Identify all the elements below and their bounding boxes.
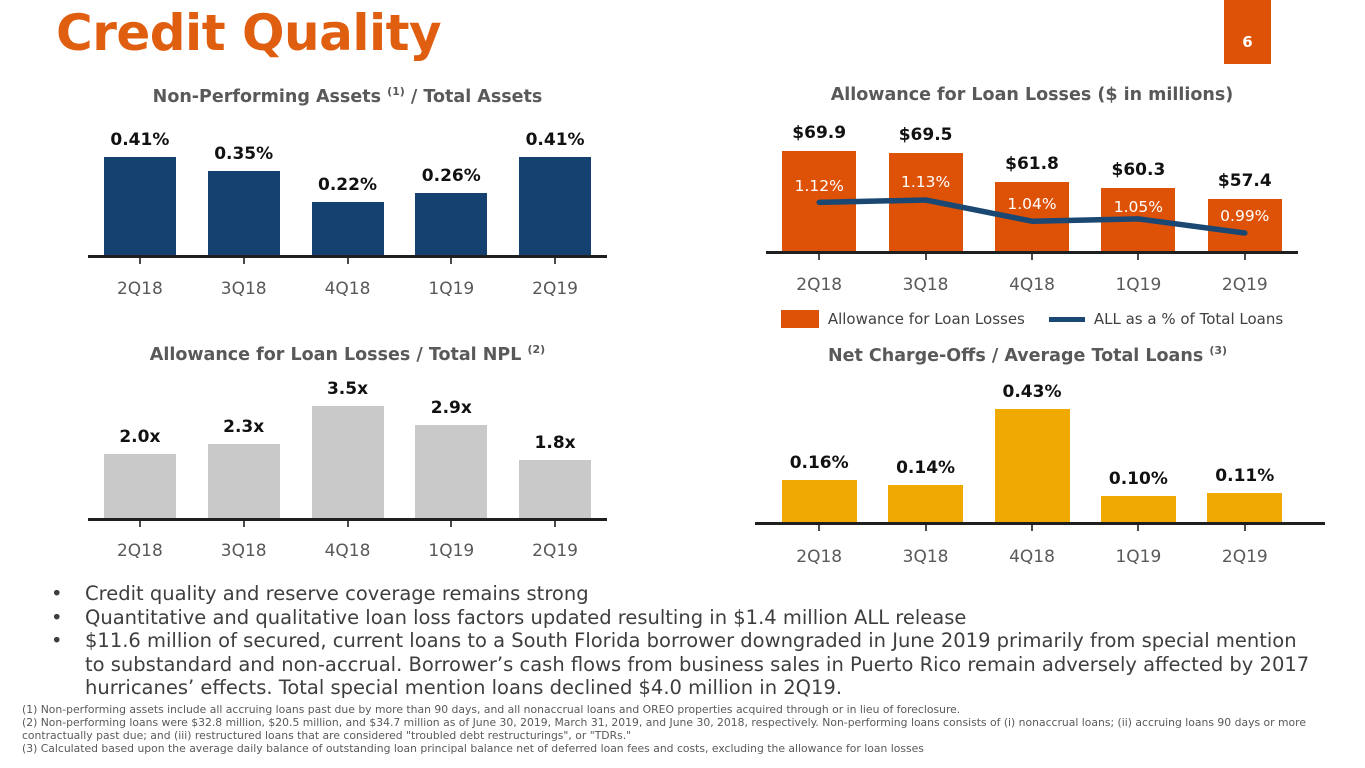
x-axis-label: 1Q19	[1115, 275, 1162, 295]
axis-tick	[347, 521, 349, 527]
x-axis-label: 4Q18	[1009, 275, 1055, 295]
legend-item-allowance	[781, 310, 1025, 328]
bar	[995, 409, 1070, 522]
bar-value-label: $57.4	[1217, 171, 1272, 191]
bar	[1101, 496, 1176, 522]
bar-value-label: 0.10%	[1108, 469, 1168, 489]
bar-value-label: $69.9	[792, 123, 847, 143]
bullet-item: • Quantitative and qualitative loan loss factors updated resulting in $1.4 million ALL release	[48, 606, 1320, 630]
footnote-line: (3) Calculated based upon the average daily balance of outstanding loan principal balance net of deferred loan fees and costs, excluding the allowance for loan losses	[22, 742, 924, 755]
bar-value-label: 3.5x	[326, 379, 369, 399]
bar-value-label: 0.26%	[421, 166, 481, 186]
bar-inside-label: 1.04%	[1007, 195, 1057, 213]
bar-value-label: 2.3x	[223, 417, 265, 437]
bar-value-label: $60.3	[1111, 160, 1166, 180]
axis-tick	[450, 258, 452, 264]
x-axis-label: 4Q18	[324, 541, 371, 561]
page-number: 6	[1242, 33, 1253, 51]
axis-tick	[347, 258, 349, 264]
x-axis-label: 2Q19	[1221, 275, 1268, 295]
bar-value-label: 2.9x	[430, 398, 472, 418]
axis-tick	[139, 258, 141, 264]
axis-tick	[925, 254, 927, 260]
bar-value-label: $69.5	[898, 125, 953, 145]
bar-value-label: 0.41%	[110, 130, 170, 150]
x-axis-label: 1Q19	[1115, 547, 1162, 567]
axis-tick	[1137, 525, 1139, 531]
bar	[995, 182, 1069, 251]
legend-item-all-percent	[1049, 310, 1283, 328]
footnote-ref: (3)	[1209, 344, 1228, 357]
axis-tick	[450, 521, 452, 527]
bullet-list	[48, 582, 1320, 700]
bar	[782, 480, 857, 522]
x-axis-label: 2Q19	[532, 541, 579, 561]
slide-title: Credit Quality	[56, 4, 442, 62]
bar-inside-label: 0.99%	[1220, 207, 1270, 225]
axis-tick	[1244, 525, 1246, 531]
bar-value-label: 0.43%	[1002, 382, 1062, 402]
bar-value-label: 0.35%	[214, 144, 274, 164]
x-axis-label: 3Q18	[902, 275, 949, 295]
footnote-line: (2) Non-performing loans were $32.8 million, $20.5 million, and $34.7 million as of June 30, 2019, March 31, 2019, and June 30, 2018, respectively. Non-performing loans consists of (i) nonaccrual loans; (ii) accruing loans 90 days or more contractually past due; and (iii) restructured loans that are considered "troubled debt restructurings", or "TDRs."	[22, 716, 1306, 742]
legend-bar-swatch	[781, 310, 819, 328]
x-axis-label: 3Q18	[902, 547, 949, 567]
x-axis-label: 2Q18	[116, 279, 163, 299]
bullet-item: • Credit quality and reserve coverage remains strong	[48, 582, 1320, 606]
x-axis-label: 3Q18	[220, 541, 267, 561]
bar	[208, 444, 280, 518]
bar	[782, 151, 856, 251]
bar	[519, 157, 591, 255]
axis-tick	[243, 258, 245, 264]
x-axis-label: 4Q18	[1009, 547, 1055, 567]
bar-inside-label: 1.13%	[900, 173, 951, 191]
chart-title-text: / Total Assets	[404, 86, 543, 107]
bar-value-label: 0.41%	[525, 130, 585, 150]
chart-title-text: Net Charge-Offs / Average Total Loans	[827, 345, 1210, 366]
bar	[312, 202, 384, 255]
footnote-ref: (2)	[527, 343, 546, 356]
chart-title-text: Non-Performing Assets	[152, 86, 388, 107]
bar	[415, 193, 487, 255]
footnote-ref: (1)	[387, 85, 405, 98]
x-axis-label: 2Q18	[796, 275, 843, 295]
x-axis-label: 1Q19	[428, 279, 475, 299]
axis-tick	[139, 521, 141, 527]
axis-line	[755, 522, 1325, 525]
axis-tick	[554, 258, 556, 264]
legend-line-swatch	[1049, 317, 1085, 322]
axis-tick	[818, 525, 820, 531]
bar-value-label: 0.16%	[789, 453, 849, 473]
footnote-line: (1) Non-performing assets include all accruing loans past due by more than 90 days, and all nonaccrual loans and OREO properties acquired through or in lieu of foreclosure.	[22, 703, 961, 716]
axis-tick	[1244, 254, 1246, 260]
x-axis-label: 3Q18	[220, 279, 267, 299]
bullet-item: • $11.6 million of secured, current loans to a South Florida borrower downgraded in June 2019 primarily from special mention to substandard and non-accrual. Borrower’s cash flows from business sales in Puerto Rico remain adversely affected by 2017 hurricanes’ effects. Total special mention loans declined $4.0 million in 2Q19.	[48, 629, 1320, 700]
bar	[104, 157, 176, 255]
axis-tick	[1031, 254, 1033, 260]
bar	[312, 406, 384, 518]
bar-value-label: 2.0x	[119, 427, 161, 447]
axis-tick	[925, 525, 927, 531]
x-axis-label: 2Q18	[116, 541, 163, 561]
x-axis-label: 1Q19	[428, 541, 475, 561]
bar	[888, 485, 963, 522]
bar-value-label: 0.14%	[896, 458, 956, 478]
bar	[208, 171, 280, 255]
axis-tick	[818, 254, 820, 260]
legend-label: ALL as a % of Total Loans	[1093, 310, 1284, 328]
footnotes	[22, 703, 1365, 755]
axis-tick	[554, 521, 556, 527]
bar	[519, 460, 591, 518]
chart-legend	[766, 310, 1298, 328]
chart-title-text: Allowance for Loan Losses ($ in millions)	[830, 84, 1234, 105]
bar	[1207, 493, 1282, 522]
bar-inside-label: 1.12%	[794, 177, 844, 195]
axis-tick	[1031, 525, 1033, 531]
bar-value-label: $61.8	[1005, 154, 1059, 174]
bar-value-label: 0.11%	[1215, 466, 1275, 486]
bar	[104, 454, 176, 518]
x-axis-label: 2Q18	[796, 547, 843, 567]
legend-label: Allowance for Loan Losses	[827, 310, 1025, 328]
bar	[889, 153, 963, 251]
axis-tick	[1137, 254, 1139, 260]
bar	[415, 425, 487, 518]
x-axis-label: 2Q19	[1221, 547, 1268, 567]
axis-tick	[243, 521, 245, 527]
bar-value-label: 0.22%	[318, 175, 377, 195]
bar-value-label: 1.8x	[534, 433, 576, 453]
x-axis-label: 4Q18	[324, 279, 371, 299]
x-axis-label: 2Q19	[532, 279, 579, 299]
bar-inside-label: 1.05%	[1113, 198, 1164, 216]
chart-title-text: Allowance for Loan Losses / Total NPL	[149, 344, 528, 365]
